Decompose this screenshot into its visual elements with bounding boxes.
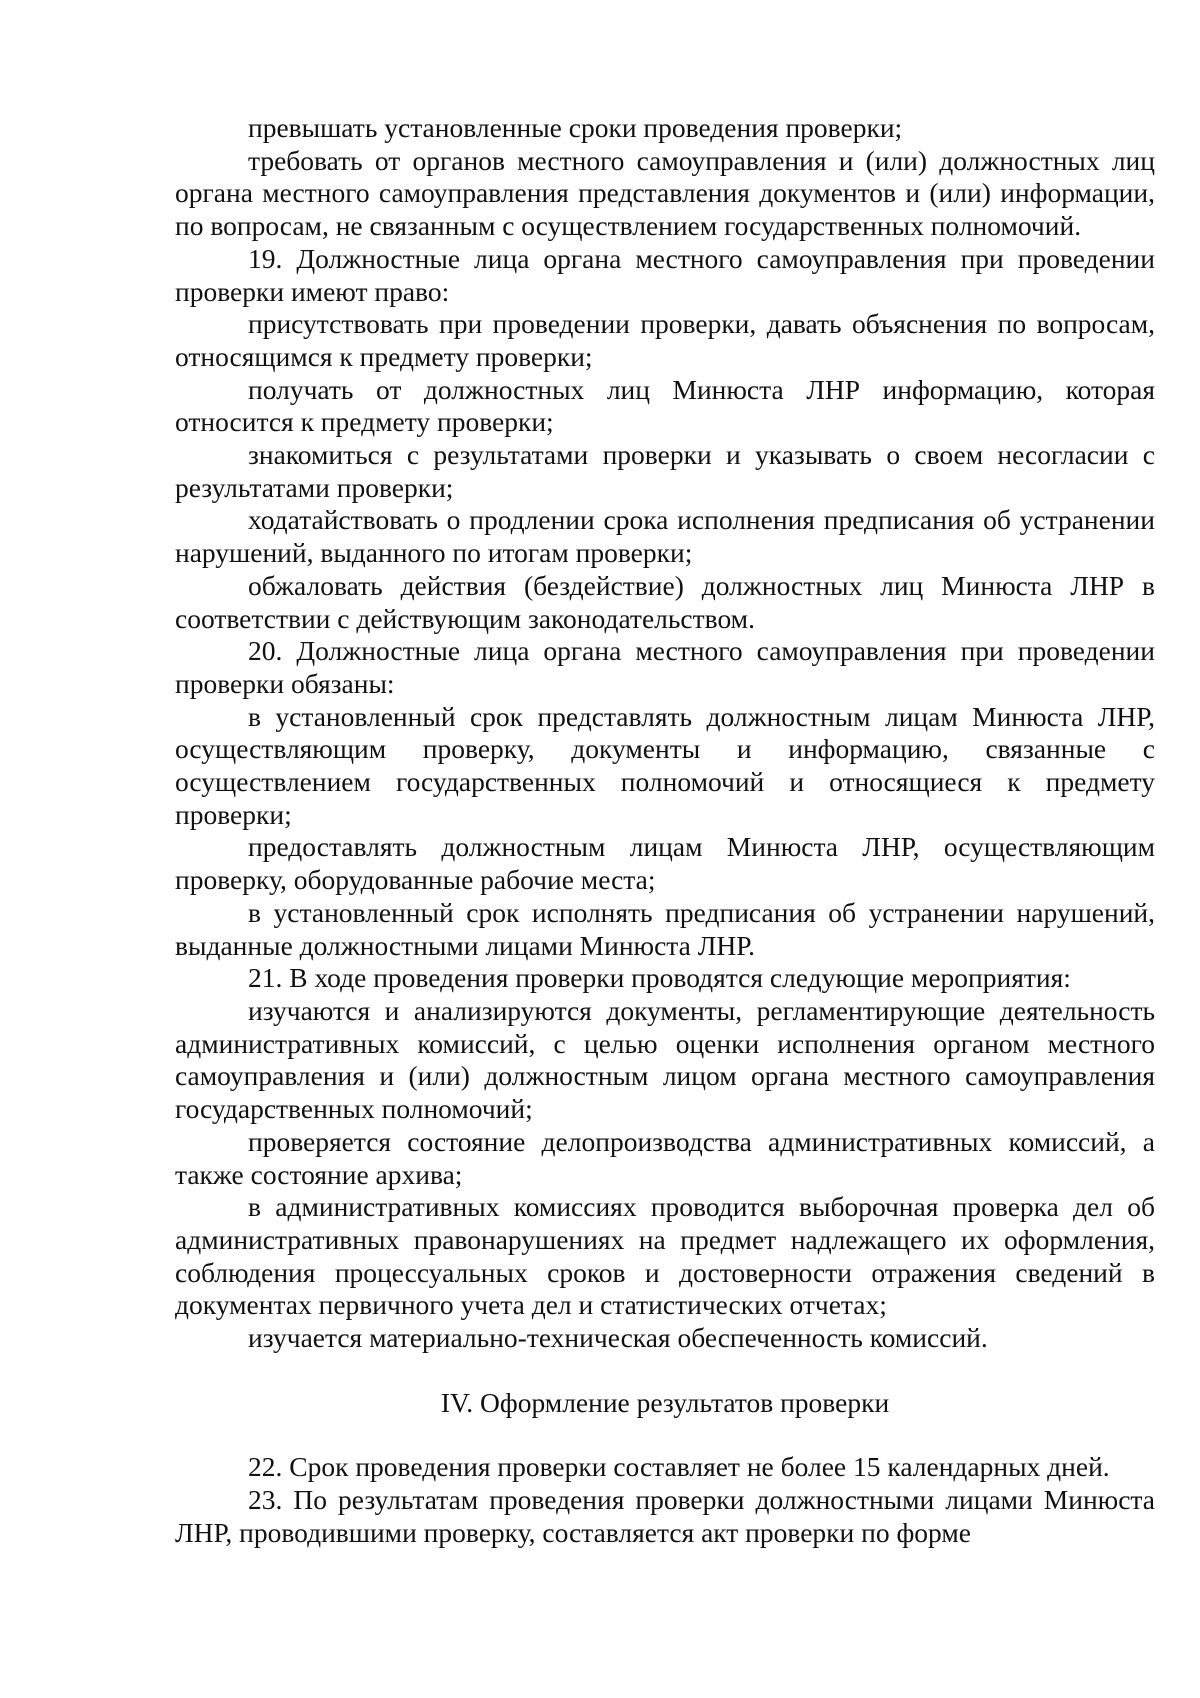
paragraph: изучаются и анализируются документы, регламентирующие деятельность административных комиссий, с целью оценки исполнения органом местного самоуправления и (или) должностным лицом органа местного самоуправления государственных полномочий;: [175, 994, 1155, 1125]
paragraph: предоставлять должностным лицам Минюста ЛНР, осуществляющим проверку, оборудованные рабочие места;: [175, 831, 1155, 896]
paragraph: превышать установленные сроки проведения проверки;: [248, 112, 903, 143]
document-body: [175, 112, 1155, 1550]
paragraph: в установленный срок исполнять предписания об устранении нарушений, выданные должностными лицами Минюста ЛНР.: [175, 896, 1155, 961]
paragraph: обжаловать действия (бездействие) должностных лиц Минюста ЛНР в соответствии с действующим законодательством.: [175, 569, 1155, 634]
paragraph: 20. Должностные лица органа местного самоуправления при проведении проверки обязаны:: [175, 635, 1155, 699]
paragraph: 23. По результатам проведения проверки должностными лицами Минюста ЛНР, проводившими проверку, составляется акт проверки по форме: [175, 1484, 1155, 1548]
paragraph: ходатайствовать о продлении срока исполнения предписания об устранении нарушений, выданного по итогам проверки;: [175, 504, 1155, 569]
paragraph: 21. В ходе проведения проверки проводятся следующие мероприятия:: [248, 962, 1071, 994]
paragraph: проверяется состояние делопроизводства административных комиссий, а также состояние архива;: [175, 1125, 1155, 1190]
paragraph: в установленный срок представлять должностным лицам Минюста ЛНР, осуществляющим проверку, документы и информацию, связанные с осуществлением государственных полномочий и относящиеся к предмету проверки;: [175, 700, 1155, 830]
paragraph: изучается материально-техническая обеспеченность комиссий.: [248, 1322, 988, 1354]
paragraph: получать от должностных лиц Минюста ЛНР информацию, которая относится к предмету проверки;: [175, 373, 1155, 438]
paragraph: знакомиться с результатами проверки и указывать о своем несогласии с результатами проверки;: [175, 439, 1155, 503]
paragraph: присутствовать при проведении проверки, давать объяснения по вопросам, относящимся к предмету проверки;: [175, 308, 1155, 372]
paragraph: 19. Должностные лица органа местного самоуправления при проведении проверки имеют право:: [175, 242, 1155, 307]
paragraph: требовать от органов местного самоуправления и (или) должностных лиц органа местного самоуправления представления документов и (или) информации, по вопросам, не связанным с осуществлением государственных полномочий.: [175, 144, 1155, 242]
section-heading: IV. Оформление результатов проверки: [440, 1386, 890, 1418]
paragraph: 22. Срок проведения проверки составляет не более 15 календарных дней.: [248, 1451, 1110, 1483]
paragraph: в административных комиссиях проводится выборочная проверка дел об административных правонарушениях на предмет надлежащего их оформления, соблюдения процессуальных сроков и достоверности отражения сведений в документах первичного учета дел и статистических отчетах;: [175, 1191, 1155, 1321]
